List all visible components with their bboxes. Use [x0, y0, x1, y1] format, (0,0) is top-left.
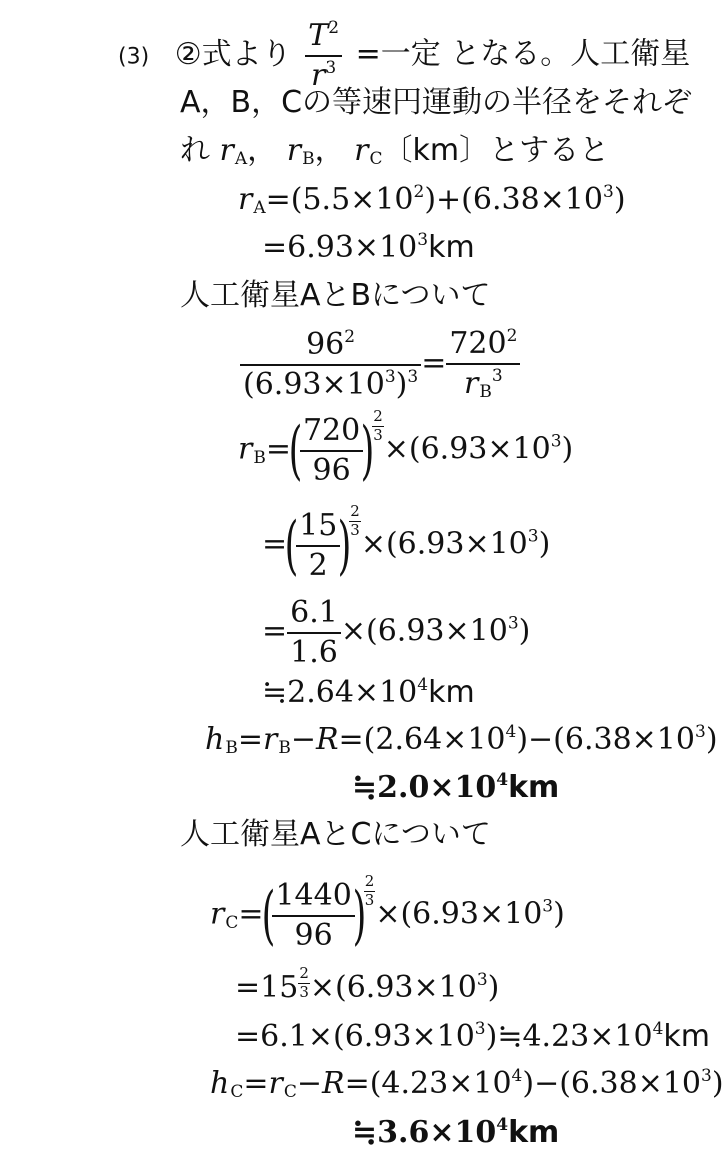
line-3: れ $r_A$， $r_B$， $r_C$〔km〕とすると — [180, 133, 610, 169]
rC-step-1: $r_C=$( $\frac{1440}{96}$ ) $\frac{2}{3}$ $\times(6.93\times 10^3)$ — [210, 872, 565, 953]
ac-heading: 人工衛星AとCについて — [180, 817, 491, 852]
line-1 — [118, 20, 690, 91]
line-2: A，B，Cの等速円運動の半径をそれぞ — [180, 85, 693, 120]
intro-text: ②式より — [174, 36, 292, 72]
hB-equation: $h_B=r_B-R=(2.64\times 10^4)-(6.38\times 10^3)$ — [205, 722, 718, 758]
hC-equation: $h_C=r_C-R=(4.23\times 10^4)-(6.38\times 10^3)$ — [210, 1066, 724, 1102]
rB-result: $≒2.64\times 10^4km$ — [262, 675, 475, 710]
intro-text-2: =一定 となる。人工衛星 — [355, 36, 691, 72]
hB-answer: $≒2.0\times 10^4km$ — [352, 770, 560, 805]
rC-step-3: $=6.1\times(6.93\times 10^3)≒4.23\times 10^4km$ — [235, 1019, 711, 1054]
t2-over-r3: $\frac{T^2}{r^3}$ — [305, 20, 342, 91]
ab-heading: 人工衛星AとBについて — [180, 278, 491, 313]
rB-step-2: =( $\frac{15}{2}$ ) $\frac{2}{3}$ $\times(6.93\times 10^3)$ — [262, 502, 551, 583]
item-number: (3) — [118, 44, 150, 70]
rA-result: $=6.93\times 10^3km$ — [262, 230, 475, 265]
kepler-ratio-ab: $\frac{96^2}{(6.93\times 10^3)^3}$ = $\frac{720^2}{r_B^3}$ — [240, 328, 520, 401]
rB-step-3: = $\frac{6.1}{1.6}$ $\times(6.93\times 10^3)$ — [262, 595, 531, 670]
hC-answer: $≒3.6\times 10^4km$ — [352, 1115, 560, 1150]
rC-step-2: =15 $\frac{2}{3}$ $\times(6.93\times 10^3)$ — [235, 964, 500, 1005]
rA-equation: $r_A=(5.5\times 10^2)+(6.38\times 10^3)$ — [238, 182, 626, 218]
rB-step-1: $r_B=$( $\frac{720}{96}$ ) $\frac{2}{3}$ $\times(6.93\times 10^3)$ — [238, 407, 574, 488]
